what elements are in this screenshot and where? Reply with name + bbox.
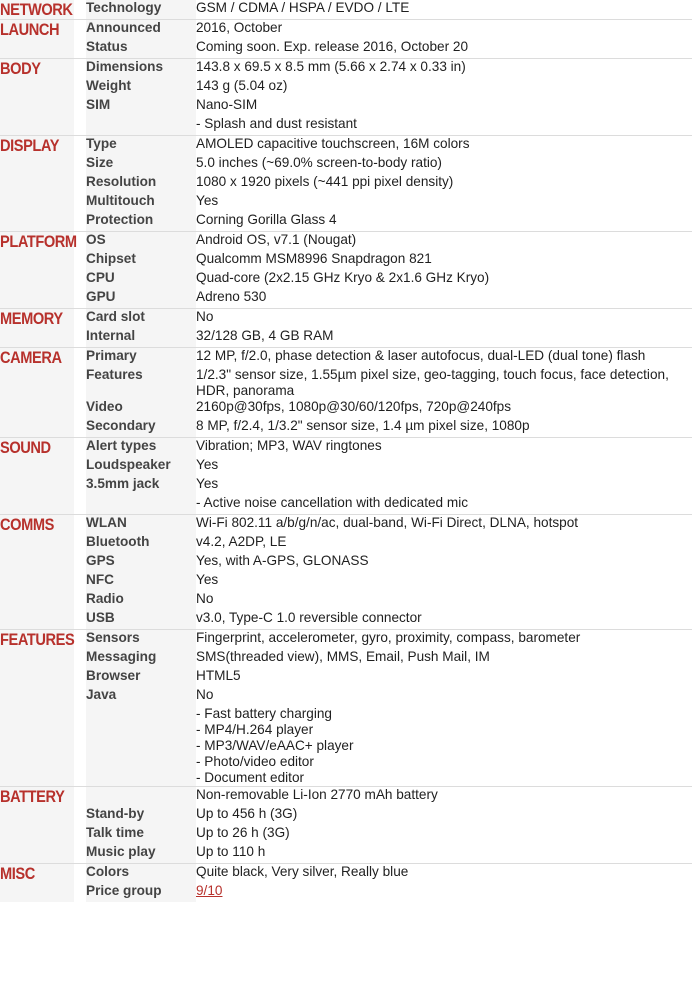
spec-title: Music play [86, 844, 196, 864]
spec-row-display [0, 193, 692, 212]
spec-title: Resolution [86, 174, 196, 193]
spec-value: Qualcomm MSM8996 Snapdragon 821 [196, 251, 692, 270]
spec-title: Announced [86, 20, 196, 40]
spec-value: 2160p@30fps, 1080p@30/60/120fps, 720p@240fps [196, 399, 692, 418]
spec-title: Card slot [86, 309, 196, 329]
spec-value: Quite black, Very silver, Really blue [196, 864, 692, 884]
spec-row-battery [0, 787, 692, 807]
spec-title: Features [86, 367, 196, 399]
spec-value: v4.2, A2DP, LE [196, 534, 692, 553]
section-label-display[interactable]: DISPLAY [0, 136, 74, 232]
spec-title: Multitouch [86, 193, 196, 212]
spec-row-battery [0, 844, 692, 864]
spec-row-features-extras [0, 706, 692, 787]
spec-value: Corning Gorilla Glass 4 [196, 212, 692, 232]
section-label-camera[interactable]: CAMERA [0, 348, 74, 438]
spec-title: SIM [86, 97, 196, 116]
spec-title: Size [86, 155, 196, 174]
spec-row-misc [0, 883, 692, 902]
spec-row-sound [0, 476, 692, 495]
spec-row-platform [0, 270, 692, 289]
spec-title: Radio [86, 591, 196, 610]
spec-title: GPS [86, 553, 196, 572]
spec-row-display [0, 174, 692, 193]
spec-value: Yes [196, 457, 692, 476]
spec-title: Colors [86, 864, 196, 884]
spec-row-body [0, 59, 692, 79]
spec-value: Nano-SIM [196, 97, 692, 116]
spec-title: CPU [86, 270, 196, 289]
section-label-misc[interactable]: MISC [0, 864, 74, 903]
section-label-platform[interactable]: PLATFORM [0, 232, 74, 309]
spec-value: Up to 456 h (3G) [196, 806, 692, 825]
section-label-memory[interactable]: MEMORY [0, 309, 74, 348]
extra-feature: - Photo/video editor [196, 754, 314, 769]
spec-value: Up to 110 h [196, 844, 692, 864]
spec-row-features [0, 649, 692, 668]
spec-row-launch [0, 39, 692, 59]
spec-value: Adreno 530 [196, 289, 692, 309]
spec-value: Vibration; MP3, WAV ringtones [196, 438, 692, 458]
spec-title: Chipset [86, 251, 196, 270]
spec-title: GPU [86, 289, 196, 309]
spec-row-camera [0, 418, 692, 438]
spec-title: Price group [86, 883, 196, 902]
spec-row-network [0, 0, 692, 20]
extra-feature: - Fast battery charging [196, 706, 332, 721]
spec-title: Stand-by [86, 806, 196, 825]
spec-row-comms [0, 553, 692, 572]
spec-row-battery [0, 825, 692, 844]
spec-row-features [0, 668, 692, 687]
spec-value: - Active noise cancellation with dedicated mic [196, 495, 692, 515]
spec-title: Java [86, 687, 196, 706]
spec-value: Yes [196, 476, 692, 495]
spec-value: 143 g (5.04 oz) [196, 78, 692, 97]
spec-row-battery [0, 806, 692, 825]
spec-title: USB [86, 610, 196, 630]
extra-feature: - MP3/WAV/eAAC+ player [196, 738, 354, 753]
spec-title: Messaging [86, 649, 196, 668]
spec-row-comms [0, 610, 692, 630]
spec-row-sound [0, 438, 692, 458]
spec-row-memory [0, 309, 692, 329]
spec-title: Bluetooth [86, 534, 196, 553]
extra-feature: - Document editor [196, 770, 305, 785]
spec-title: Weight [86, 78, 196, 97]
spec-row-camera [0, 348, 692, 368]
section-label-sound[interactable]: SOUND [0, 438, 74, 515]
spec-value: 1080 x 1920 pixels (~441 ppi pixel density) [196, 174, 692, 193]
spec-row-display [0, 155, 692, 174]
spec-title [86, 116, 196, 136]
spec-title: Status [86, 39, 196, 59]
spec-row-platform [0, 232, 692, 252]
spec-value: Quad-core (2x2.15 GHz Kryo & 2x1.6 GHz Kryo) [196, 270, 692, 289]
spec-value: 32/128 GB, 4 GB RAM [196, 328, 692, 348]
spec-title: NFC [86, 572, 196, 591]
spec-value: No [196, 309, 692, 329]
spec-title: Browser [86, 668, 196, 687]
spec-title: Technology [86, 0, 196, 20]
spec-title: 3.5mm jack [86, 476, 196, 495]
spec-title: Type [86, 136, 196, 156]
spec-row-body [0, 78, 692, 97]
spec-title: Talk time [86, 825, 196, 844]
extra-feature: - MP4/H.264 player [196, 722, 314, 737]
spec-value: Coming soon. Exp. release 2016, October 20 [196, 39, 692, 59]
spec-row-sound [0, 495, 692, 515]
spec-value: Up to 26 h (3G) [196, 825, 692, 844]
spec-title: WLAN [86, 515, 196, 535]
spec-value: 8 MP, f/2.4, 1/3.2" sensor size, 1.4 µm pixel size, 1080p [196, 418, 692, 438]
spec-value: Yes, with A-GPS, GLONASS [196, 553, 692, 572]
spec-row-comms [0, 591, 692, 610]
spec-row-launch [0, 20, 692, 40]
spec-value-extras [196, 706, 692, 787]
spec-value: Android OS, v7.1 (Nougat) [196, 232, 692, 252]
spec-title: Sensors [86, 630, 196, 650]
spec-title: Dimensions [86, 59, 196, 79]
spec-title [86, 787, 196, 807]
section-label-network[interactable]: NETWORK [0, 0, 73, 19]
spec-value: Wi-Fi 802.11 a/b/g/n/ac, dual-band, Wi-Fi Direct, DLNA, hotspot [196, 515, 692, 535]
spec-row-features [0, 630, 692, 650]
spec-value: Yes [196, 193, 692, 212]
spec-row-display [0, 212, 692, 232]
spec-value: 1/2.3" sensor size, 1.55µm pixel size, geo-tagging, touch focus, face detection, HDR, panorama [196, 367, 692, 399]
section-label-comms[interactable]: COMMS [0, 515, 74, 630]
spec-title: OS [86, 232, 196, 252]
spec-value: - Splash and dust resistant [196, 116, 692, 136]
spec-row-platform [0, 251, 692, 270]
spec-value: Non-removable Li-Ion 2770 mAh battery [196, 787, 692, 807]
spec-title [86, 495, 196, 515]
spec-value: AMOLED capacitive touchscreen, 16M colors [196, 136, 692, 156]
spec-value: Yes [196, 572, 692, 591]
spec-row-camera [0, 399, 692, 418]
spec-title: Internal [86, 328, 196, 348]
spec-value: No [196, 591, 692, 610]
spec-title: Protection [86, 212, 196, 232]
spec-value: SMS(threaded view), MMS, Email, Push Mail, IM [196, 649, 692, 668]
spec-value: 5.0 inches (~69.0% screen-to-body ratio) [196, 155, 692, 174]
spec-row-comms [0, 572, 692, 591]
spec-value: 2016, October [196, 20, 692, 40]
section-label-launch[interactable]: LAUNCH [0, 20, 74, 59]
section-label-battery[interactable]: BATTERY [0, 787, 74, 864]
spec-title [86, 706, 196, 787]
price-group-link[interactable]: 9/10 [196, 883, 223, 898]
spec-title: Alert types [86, 438, 196, 458]
spec-row-misc [0, 864, 692, 884]
spec-value: GSM / CDMA / HSPA / EVDO / LTE [196, 0, 692, 20]
spec-value: No [196, 687, 692, 706]
spec-row-sound [0, 457, 692, 476]
spec-row-memory [0, 328, 692, 348]
spec-row-body [0, 116, 692, 136]
section-label-body[interactable]: BODY [0, 59, 74, 136]
spec-value: v3.0, Type-C 1.0 reversible connector [196, 610, 692, 630]
spec-row-body [0, 97, 692, 116]
spec-title: Loudspeaker [86, 457, 196, 476]
spec-value [196, 883, 692, 902]
section-label-features[interactable]: FEATURES [0, 630, 74, 787]
spec-value: 143.8 x 69.5 x 8.5 mm (5.66 x 2.74 x 0.33 in) [196, 59, 692, 79]
spec-row-comms [0, 534, 692, 553]
spec-row-camera [0, 367, 692, 399]
spec-value: Fingerprint, accelerometer, gyro, proximity, compass, barometer [196, 630, 692, 650]
spec-title: Video [86, 399, 196, 418]
spec-row-display [0, 136, 692, 156]
spec-value: HTML5 [196, 668, 692, 687]
spec-value: 12 MP, f/2.0, phase detection & laser autofocus, dual-LED (dual tone) flash [196, 348, 692, 368]
spec-title: Secondary [86, 418, 196, 438]
spec-title: Primary [86, 348, 196, 368]
spec-row-comms [0, 515, 692, 535]
spec-row-features [0, 687, 692, 706]
spec-row-platform [0, 289, 692, 309]
